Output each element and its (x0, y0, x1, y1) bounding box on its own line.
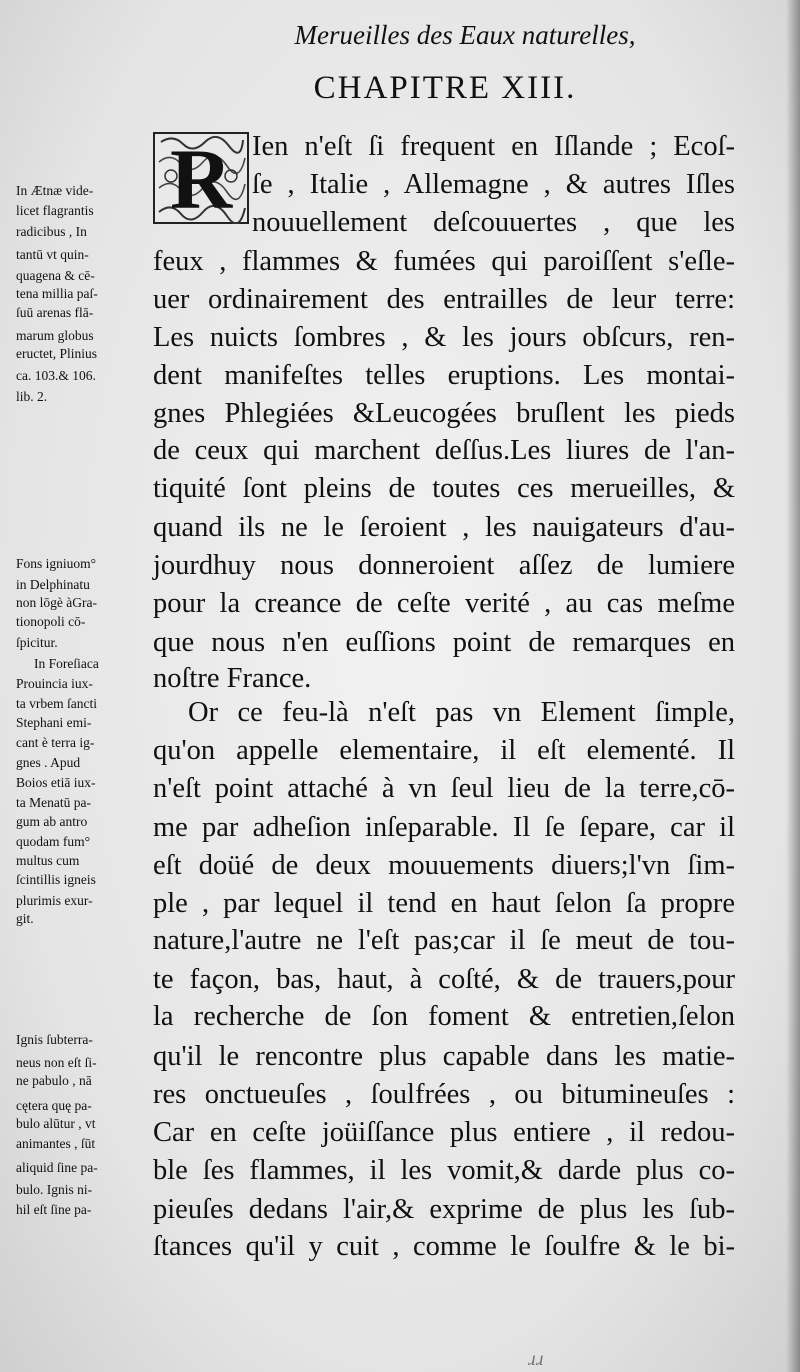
body-line: qu'il le rencontre plus capable dans les matie- (153, 1041, 735, 1072)
margin-note-line: animantes , ſūt (16, 1136, 96, 1151)
margin-note-line: cant è terra ig- (16, 735, 95, 750)
body-line: dent manifeſtes telles eruptions. Les montai- (153, 360, 735, 391)
margin-note-line: bulo alūtur , vt (16, 1116, 96, 1131)
margin-note-line: gum ab antro (16, 814, 88, 829)
body-line: uer ordinairement des entrailles de leur terre: (153, 284, 735, 315)
margin-note-line: in Delphinatu (16, 577, 90, 592)
margin-note-line: non lōgè àGra- (16, 595, 97, 610)
body-line: pour la creance de ceſte verité , au cas meſme (153, 588, 735, 619)
svg-text:R: R (169, 132, 233, 224)
margin-note-line: Boios etiā iux- (16, 775, 96, 790)
margin-note-line: gnes . Apud (16, 755, 81, 770)
body-line: feux , flammes & fumées qui paroiſſent s'eſle- (153, 246, 735, 277)
margin-note-line: bulo. Ignis ni- (16, 1182, 93, 1197)
body-line: ple , par lequel il tend en haut ſelon ſa propre (153, 888, 735, 919)
body-line: que nous n'en euſſions point de remarques en (153, 627, 735, 658)
body-line: qu'on appelle elementaire, il eſt elementé. Il (153, 735, 735, 766)
body-line: la recherche de ſon foment & entretien,ſelon (153, 1001, 735, 1032)
body-line: noſtre France. (153, 663, 312, 694)
margin-note-line: ca. 103.& 106. (16, 368, 96, 383)
margin-note-line: aliquid ſine pa- (16, 1160, 98, 1175)
body-line: tiquité ſont pleins de toutes ces merueilles, & (153, 473, 735, 504)
body-line: Or ce feu-là n'eſt pas vn Element ſimple, (188, 697, 735, 728)
margin-note-line: cętera quę pa- (16, 1098, 92, 1113)
margin-note-line: multus cum (16, 853, 80, 868)
margin-note-line: radicibus , In (16, 224, 87, 239)
margin-note-line: marum globus (16, 328, 94, 343)
margin-note-line: tionopoli cō- (16, 614, 86, 629)
margin-note-line: In Foreſiaca (34, 656, 99, 671)
margin-note-line: tena millia paſ- (16, 286, 98, 301)
body-line: te façon, bas, haut, à coſté, & de trauers,pour (153, 964, 735, 995)
body-line: res onctueuſes , ſoulfrées , ou bitumineuſes : (153, 1079, 735, 1110)
margin-note-line: licet flagrantis (16, 203, 94, 218)
margin-note-line: ne pabulo , nā (16, 1073, 92, 1088)
body-line: nouuellement deſcouuertes , que les (252, 207, 735, 238)
margin-note-line: Stephani emi- (16, 715, 92, 730)
chapter-title: CHAPITRE XIII. (313, 70, 577, 106)
margin-note-line: neus non eſt ſi- (16, 1055, 97, 1070)
body-line: Les nuicts ſombres , & les jours obſcurs, ren- (153, 322, 735, 353)
margin-note-line: ſpicitur. (16, 635, 58, 650)
margin-note-line: ta vrbem ſancti (16, 696, 97, 711)
margin-note-line: quodam fum° (16, 834, 91, 849)
body-line: Car en ceſte joüiſſance plus entiere , il redou- (153, 1117, 735, 1148)
body-line: de ceux qui marchent deſſus.Les liures de l'an- (153, 435, 735, 466)
margin-note-line: In Ætnæ vide- (16, 183, 94, 198)
margin-note-line: tantū vt quin- (16, 247, 89, 262)
margin-note-line: plurimis exur- (16, 893, 93, 908)
margin-note-line: lib. 2. (16, 389, 48, 404)
margin-note-line: ſuū arenas flā- (16, 305, 94, 320)
running-head: Merueilles des Eaux naturelles, (294, 20, 636, 50)
body-line: n'eſt point attaché à vn ſeul lieu de la terre,cō- (153, 773, 735, 804)
body-line: nature,l'autre ne l'eſt pas;car il ſe meut de tou- (153, 925, 735, 956)
margin-note-line: Ignis ſubterra- (16, 1032, 93, 1047)
margin-note-line: ta Menatū pa- (16, 795, 91, 810)
body-line: ſe , Italie , Allemagne , & autres Iſles (252, 169, 735, 200)
body-line: ble ſes flammes, il les vomit,& darde plus co- (153, 1155, 735, 1186)
margin-note-line: Fons igniuom° (16, 556, 97, 571)
body-line: Ien n'eſt ſi frequent en Iſlande ; Ecoſ- (252, 131, 735, 162)
body-line: gnes Phlegiées &Leucogées bruſlent les pieds (153, 398, 735, 429)
body-line: eſt doüé de deux mouuements diuers;l'vn ſim- (153, 850, 735, 881)
body-line: pieuſes dedans l'air,& exprime de plus les ſub- (153, 1194, 735, 1225)
page-edge-shadow (786, 0, 800, 1372)
margin-note-line: ſcintillis igneis (16, 872, 96, 887)
body-line: quand ils ne le ſeroient , les nauigateurs d'au- (153, 512, 735, 543)
margin-note-line: git. (16, 911, 34, 926)
margin-note-line: eructet, Plinius (16, 346, 97, 361)
body-line: jourdhuy nous donneroient aſſez de lumiere (153, 550, 735, 581)
margin-note-line: quagena & cē- (16, 268, 95, 283)
margin-note-line: hil eſt ſine pa- (16, 1202, 92, 1217)
decorated-initial-r-icon (153, 132, 249, 224)
body-line: me par adheſion inſeparable. Il ſe ſepare, car il (153, 812, 735, 843)
margin-note-line: Prouincia iux- (16, 676, 93, 691)
bottom-mark: ɹɹ (528, 1348, 544, 1370)
body-line: ſtances qu'il y cuit , comme le ſoulfre & le bi- (153, 1231, 735, 1262)
